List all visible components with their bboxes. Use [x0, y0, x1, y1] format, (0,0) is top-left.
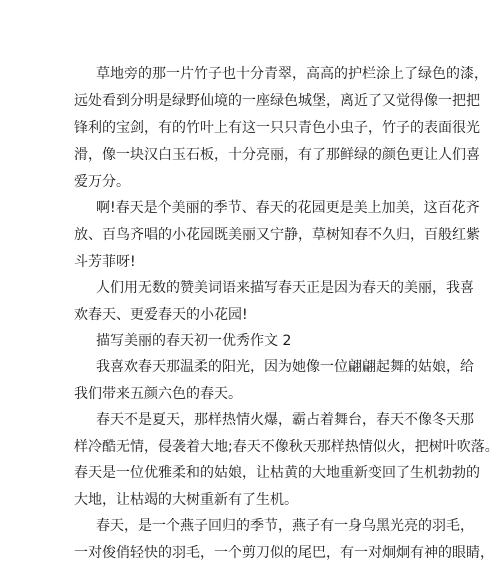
text-line: 大地，让枯竭的大树重新有了生机。 [74, 492, 298, 508]
text-line: 人们用无数的赞美词语来描写春天正是因为春天的美丽，我喜 [96, 280, 474, 296]
text-line: 欢春天、更爱春天的小花园! [74, 307, 248, 323]
text-line: 远处看到分明是绿野仙境的一座绿色城堡，离近了又觉得像一把把 [74, 93, 480, 109]
section-heading: 描写美丽的春天初一优秀作文 2 [96, 333, 292, 349]
text-line: 春天不是夏天，那样热情火爆，霸占着舞台，春天不像冬天那 [96, 412, 474, 428]
text-line: 锋利的宝剑，有的竹叶上有这一只只青色小虫子，竹子的表面很光 [74, 120, 480, 136]
text-line: 春天是一位优雅柔和的姑娘，让枯黄的大地重新变回了生机勃勃的 [74, 465, 480, 481]
text-line: 斗芳菲呀! [74, 254, 136, 270]
text-line: 滑，像一块汉白玉石板，十分亮丽，有了那鲜绿的颜色更让人们喜 [74, 147, 480, 163]
text-line: 我喜欢春天那温柔的阳光，因为她像一位翩翩起舞的姑娘，给 [96, 359, 474, 375]
text-line: 啊!春天是个美丽的季节、春天的花园更是美上加美，这百花齐 [96, 200, 480, 216]
text-line: 样冷酷无情，侵袭着大地;春天不像秋天那样热情似火，把树叶吹落。 [74, 439, 499, 455]
text-line: 爱万分。 [74, 174, 130, 190]
text-line: 放、百鸟齐唱的小花园既美丽又宁静，草树知春不久归，百般红紫 [74, 227, 480, 243]
text-line: 一对俊俏轻快的羽毛，一个剪刀似的尾巴，有一对炯炯有神的眼睛， [74, 545, 494, 561]
text-line: 春天，是一个燕子回归的季节，燕子有一身乌黑光亮的羽毛， [96, 518, 474, 534]
text-line: 草地旁的那一片竹子也十分青翠，高高的护栏涂上了绿色的漆， [96, 66, 488, 82]
text-line: 我们带来五颜六色的春天。 [74, 386, 242, 402]
